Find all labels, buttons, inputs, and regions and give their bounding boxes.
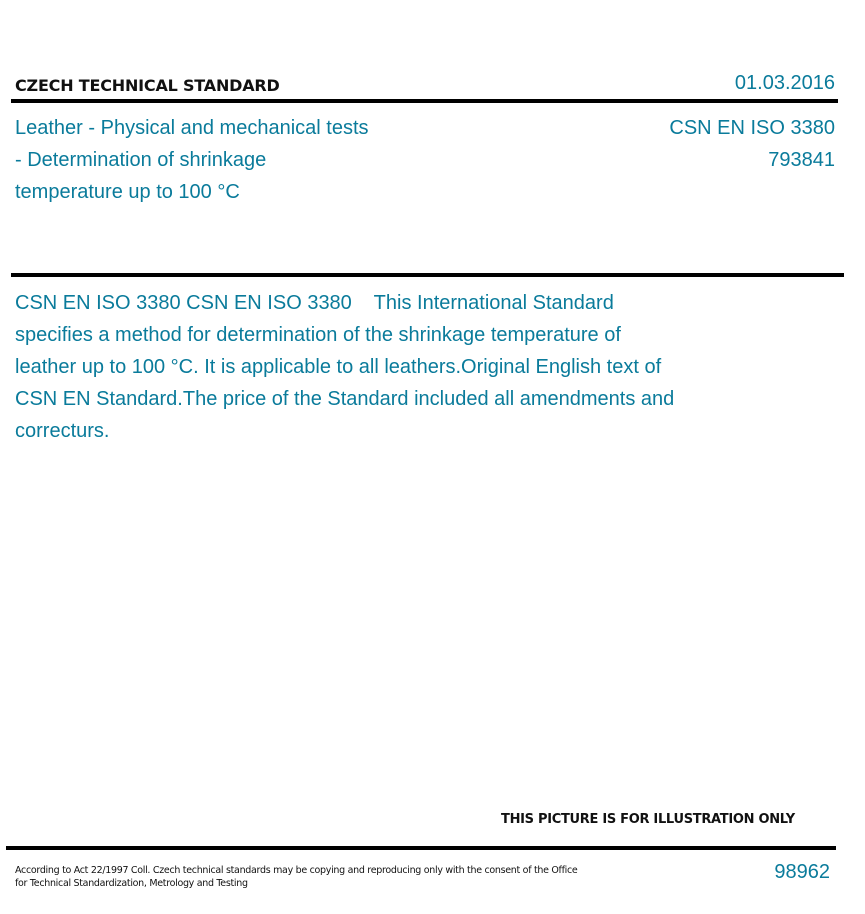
- standard-description: CSN EN ISO 3380 CSN EN ISO 3380 This International Standard specifies a method for determination of the shrinkage temperature of leather up to 100 °C. It is applicable to all leathers.Original English text of CSN EN Standard.The price of the Standard included all amendments and correcturs.: [15, 292, 680, 442]
- document-category-heading: CZECH TECHNICAL STANDARD: [15, 76, 280, 95]
- legal-notice-line-1: According to Act 22/1997 Coll. Czech technical standards may be copying and reproducing only with the consent of the Office: [15, 865, 578, 876]
- legal-notice: [15, 864, 595, 890]
- standard-title: Leather - Physical and mechanical tests - Determination of shrinkage temperature up to 100 °C: [15, 117, 369, 203]
- legal-notice-line-2: for Technical Standardization, Metrology and Testing: [15, 878, 248, 889]
- publication-date: 01.03.2016: [734, 72, 835, 94]
- illustration-disclaimer: THIS PICTURE IS FOR ILLUSTRATION ONLY: [501, 812, 795, 827]
- top-divider: [11, 99, 838, 103]
- catalog-number: 98962: [774, 861, 830, 883]
- standard-designation: CSN EN ISO 3380: [669, 117, 835, 139]
- standard-codes: [669, 112, 835, 176]
- middle-divider: [11, 273, 844, 277]
- bottom-divider: [6, 846, 836, 850]
- classification-number: 793841: [768, 149, 835, 171]
